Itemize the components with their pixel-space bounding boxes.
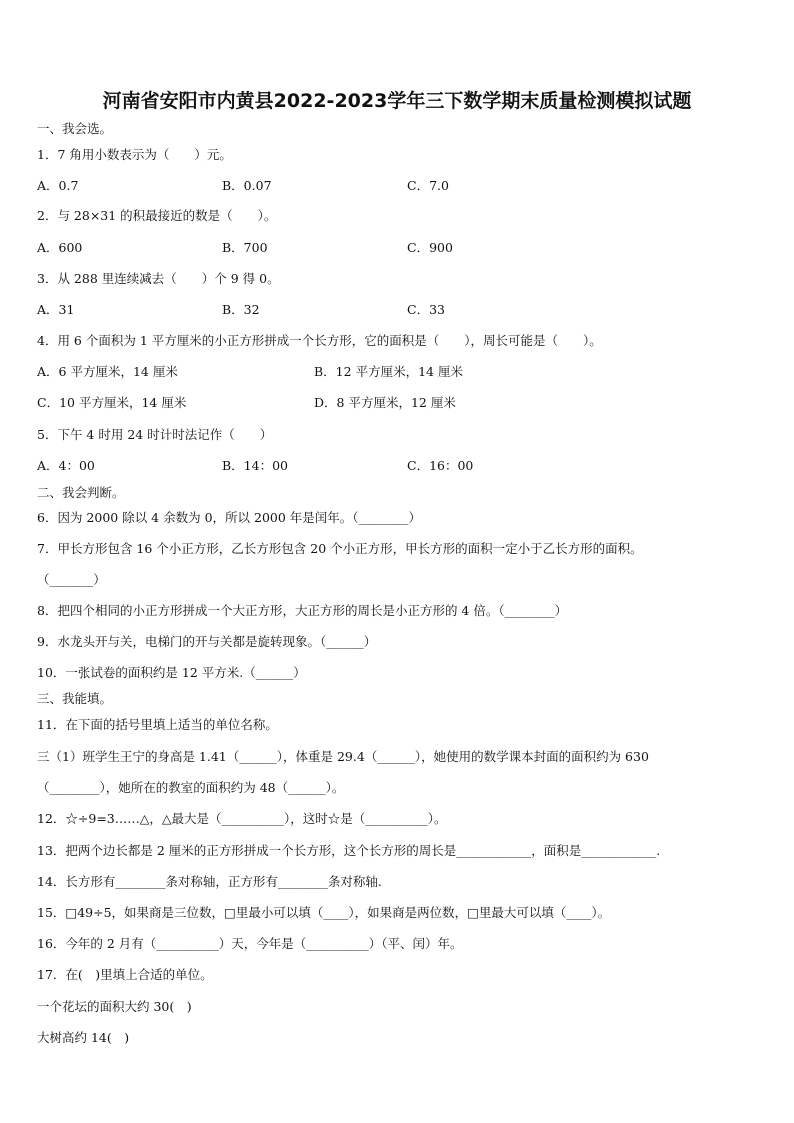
question-1: 1．7 角用小数表示为（ ）元。 — [37, 147, 232, 162]
question-12: 12．☆÷9=3……△，△最大是（__________），这时☆是（__________）。 — [37, 811, 447, 826]
q1-option-b[interactable]: B．0.07 — [222, 178, 272, 193]
question-2: 2．与 28×31 的积最接近的数是（ ）。 — [37, 208, 277, 223]
question-7-answer: （_______） — [37, 572, 106, 587]
question-17-item-2: 大树高约 14( ) — [37, 1030, 130, 1045]
q2-option-b[interactable]: B．700 — [222, 240, 268, 255]
question-4: 4．用 6 个面积为 1 平方厘米的小正方形拼成一个长方形，它的面积是（ ），周长可能是（ ）。 — [37, 333, 602, 348]
section-heading-fill: 三、我能填。 — [37, 691, 113, 706]
q4-option-b[interactable]: B．12 平方厘米，14 厘米 — [314, 364, 463, 379]
q2-option-a[interactable]: A．600 — [37, 240, 83, 255]
q5-option-c[interactable]: C．16：00 — [407, 458, 474, 473]
question-16: 16．今年的 2 月有（__________）天，今年是（__________）（平、闰）年。 — [37, 936, 463, 951]
q5-option-b[interactable]: B．14：00 — [222, 458, 288, 473]
question-11: 11．在下面的括号里填上适当的单位名称。 — [37, 717, 278, 732]
question-17-item-1: 一个花坛的面积大约 30( ) — [37, 999, 192, 1014]
q3-option-a[interactable]: A．31 — [37, 302, 75, 317]
question-15: 15．□49÷5，如果商是三位数，□里最小可以填（____），如果商是两位数，□里最大可以填（____）。 — [37, 905, 611, 920]
question-5: 5．下午 4 时用 24 时计时法记作（ ） — [37, 427, 273, 442]
question-6: 6．因为 2000 除以 4 余数为 0，所以 2000 年是闰年。（________） — [37, 510, 422, 525]
question-8: 8．把四个相同的小正方形拼成一个大正方形，大正方形的周长是小正方形的 4 倍。（________） — [37, 603, 568, 618]
question-14: 14．长方形有________条对称轴，正方形有________条对称轴. — [37, 874, 382, 889]
q4-option-a[interactable]: A．6 平方厘米，14 厘米 — [37, 364, 178, 379]
question-13: 13．把两个边长都是 2 厘米的正方形拼成一个长方形，这个长方形的周长是____________，面积是____________. — [37, 843, 661, 858]
page-title: 河南省安阳市内黄县2022-2023学年三下数学期末质量检测模拟试题 — [102, 90, 692, 112]
q5-option-a[interactable]: A．4：00 — [37, 458, 95, 473]
section-heading-choice: 一、我会选。 — [37, 121, 113, 136]
question-11-line-1: 三（1）班学生王宁的身高是 1.41（______），体重是 29.4（______），她使用的数学课本封面的面积约为 630 — [37, 749, 649, 764]
q3-option-c[interactable]: C．33 — [407, 302, 445, 317]
question-9: 9．水龙头开与关，电梯门的开与关都是旋转现象。（______） — [37, 634, 377, 649]
q2-option-c[interactable]: C．900 — [407, 240, 453, 255]
question-11-line-2: （________），她所在的教室的面积约为 48（______）。 — [37, 780, 345, 795]
q3-option-b[interactable]: B．32 — [222, 302, 260, 317]
question-7: 7．甲长方形包含 16 个小正方形，乙长方形包含 20 个小正方形，甲长方形的面积一定小于乙长方形的面积。 — [37, 541, 643, 556]
q1-option-c[interactable]: C．7.0 — [407, 178, 449, 193]
question-3: 3．从 288 里连续减去（ ）个 9 得 0。 — [37, 271, 280, 286]
q4-option-c[interactable]: C．10 平方厘米，14 厘米 — [37, 395, 187, 410]
q4-option-d[interactable]: D．8 平方厘米，12 厘米 — [314, 395, 456, 410]
question-17: 17．在( )里填上合适的单位。 — [37, 967, 213, 982]
q1-option-a[interactable]: A．0.7 — [37, 178, 79, 193]
section-heading-judge: 二、我会判断。 — [37, 485, 125, 500]
question-10: 10．一张试卷的面积约是 12 平方米.（______） — [37, 665, 306, 680]
